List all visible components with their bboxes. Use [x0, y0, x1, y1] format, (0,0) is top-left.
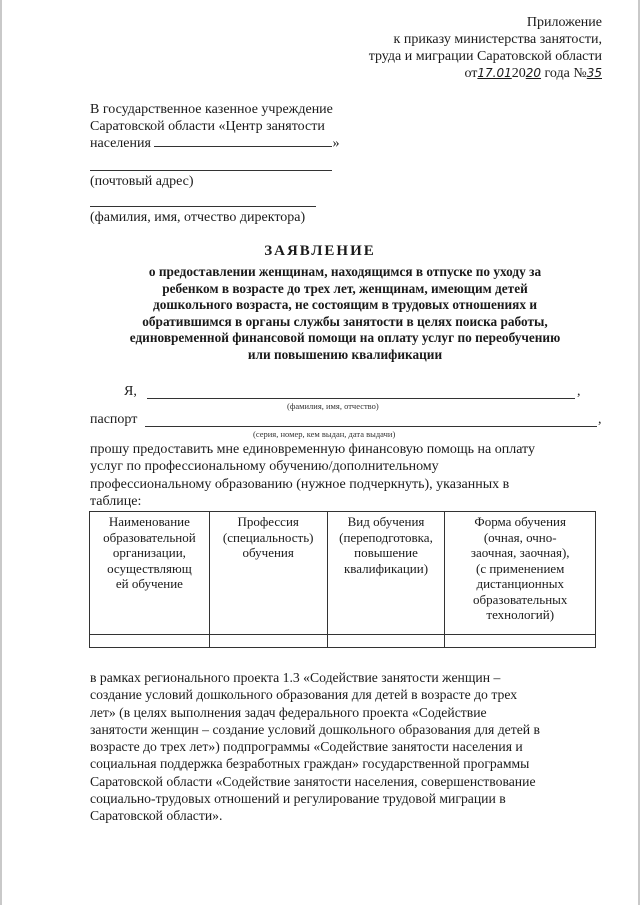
subtitle-line: ребенком в возрасте до трех лет, женщинам, имеющим детей	[162, 280, 528, 296]
cell-text: ей обучение	[115, 576, 183, 591]
request-line-3	[90, 476, 602, 493]
word: мне	[216, 442, 240, 457]
cell-text: организации,	[112, 545, 186, 560]
header-cell-organization	[90, 512, 210, 635]
request-line-4: таблице:	[90, 493, 142, 509]
appendix-line-1: Приложение	[526, 15, 602, 30]
date-day: 17.01	[477, 66, 512, 80]
cell-text: (специальность)	[222, 529, 314, 545]
date-prefix: от	[464, 66, 478, 81]
word: финансовую	[348, 442, 424, 457]
appendix-line-2: к приказу министерства занятости,	[393, 32, 602, 47]
word: профессиональному	[144, 459, 266, 475]
closing-paragraph	[90, 669, 602, 825]
cell-text: образовательных	[473, 591, 568, 607]
empty-cell[interactable]	[327, 635, 445, 648]
addressee-block	[90, 101, 390, 152]
cell-text: осуществляющ	[107, 560, 192, 576]
addressee-line-3-prefix: населения	[90, 136, 151, 151]
name-label: Я,	[124, 384, 137, 399]
word: единовременную	[242, 442, 346, 457]
date-year: 20	[525, 66, 542, 80]
word: оплату	[494, 442, 535, 457]
closing-line: создание условий дошкольного образования для детей в возрасте до трех	[90, 687, 518, 703]
passport-data-line[interactable]	[145, 426, 597, 427]
empty-cell[interactable]	[445, 635, 596, 648]
word: прошу	[90, 442, 130, 457]
table-header-row	[90, 512, 596, 635]
date-suffix: года №	[541, 66, 587, 81]
cell-text: (с применением	[476, 560, 565, 576]
director-name-line[interactable]	[90, 206, 316, 207]
closing-line: Саратовской области».	[90, 808, 223, 824]
name-line-end: ,	[577, 384, 581, 399]
director-name-caption: (фамилия, имя, отчество директора)	[90, 210, 306, 225]
addressee-line-2: Саратовской области «Центр занятости	[90, 119, 325, 134]
word: предоставить	[132, 442, 214, 457]
addressee-line-3	[90, 135, 390, 152]
closing-line: занятости женщин – создание условий дошкольного образования для детей в	[90, 721, 541, 737]
training-table	[89, 511, 596, 648]
closing-line: возрасте до трех лет») подпрограммы «Содействие занятости населения и	[90, 739, 523, 755]
cell-text: Вид обучения	[347, 514, 425, 529]
closing-line: в рамках регионального проекта 1.3 «Содействие занятости женщин –	[90, 670, 501, 685]
word: услуг	[90, 459, 123, 475]
cell-text: дистанционных	[476, 576, 564, 591]
appendix-date-line	[302, 65, 602, 82]
date-year-prefix: 20	[511, 66, 526, 81]
cell-text: повышение	[354, 545, 418, 560]
cell-text: Профессия	[237, 514, 299, 529]
cell-text: (переподготовка,	[339, 529, 433, 545]
passport-caption: (серия, номер, кем выдан, дата выдачи)	[253, 429, 396, 439]
document-subtitle	[85, 264, 605, 363]
table-row	[90, 635, 596, 648]
word: по	[126, 459, 141, 475]
subtitle-line: обратившимся в органы службы занятости в целях поиска работы,	[142, 313, 548, 329]
appendix-line-3: труда и миграции Саратовской области	[368, 49, 602, 64]
employment-center-blank[interactable]	[154, 145, 332, 147]
closing-line: социальная поддержка безработных граждан» государственной программы	[90, 756, 530, 772]
scan-edge-left	[0, 0, 2, 905]
subtitle-line: о предоставлении женщинам, находящимся в отпуске по уходу за	[148, 264, 542, 279]
cell-text: обучения	[242, 545, 294, 560]
request-line-2	[90, 458, 602, 475]
empty-cell[interactable]	[209, 635, 327, 648]
word: помощь	[426, 442, 474, 457]
document-title: ЗАЯВЛЕНИЕ	[264, 243, 376, 259]
word: в	[502, 476, 510, 492]
cell-text: (очная, очно-	[483, 529, 557, 545]
cell-text: Наименование	[108, 514, 190, 529]
cell-text: образовательной	[103, 529, 196, 545]
subtitle-line: единовременной финансовой помощи на оплату услуг по переобучению	[129, 330, 561, 345]
header-cell-profession	[209, 512, 327, 635]
cell-text: заочная, заочная),	[470, 545, 570, 560]
closing-line: социально-трудовых отношений и регулирование трудовой миграции в	[90, 791, 506, 807]
applicant-name-line[interactable]	[147, 398, 575, 399]
word: образованию	[214, 476, 293, 492]
word: на	[477, 442, 492, 457]
addressee-line-1: В государственное казенное учреждение	[90, 102, 333, 117]
name-caption: (фамилия, имя, отчество)	[287, 401, 379, 411]
header-cell-training-form	[445, 512, 596, 635]
header-cell-training-type	[327, 512, 445, 635]
request-line-1	[90, 441, 602, 458]
passport-label: паспорт	[90, 412, 138, 427]
postal-address-line[interactable]	[90, 170, 332, 171]
word: (нужное подчеркнуть),	[296, 476, 433, 492]
subtitle-line: или повышению квалификации	[247, 346, 443, 362]
passport-line-end: ,	[598, 412, 602, 427]
appendix-header	[302, 14, 602, 82]
closing-line: Саратовской области «Содействие занятости населения, совершенствование	[90, 773, 536, 789]
cell-text: Форма обучения	[474, 514, 566, 529]
empty-cell[interactable]	[90, 635, 210, 648]
cell-text: технологий)	[486, 607, 555, 622]
closing-line: лет» (в целях выполнения задач федерального проекта «Содействие	[90, 704, 487, 720]
request-paragraph	[90, 441, 602, 510]
addressee-line-3-suffix: »	[332, 136, 340, 151]
postal-address-caption: (почтовый адрес)	[90, 174, 194, 189]
word: обучению/дополнительному	[269, 459, 439, 475]
word: указанных	[436, 476, 500, 492]
word: профессиональному	[90, 476, 212, 492]
subtitle-line: дошкольного возраста, не состоящим в трудовых отношениях и	[152, 297, 537, 312]
order-number: 35	[586, 66, 602, 80]
cell-text: квалификации)	[343, 560, 429, 576]
